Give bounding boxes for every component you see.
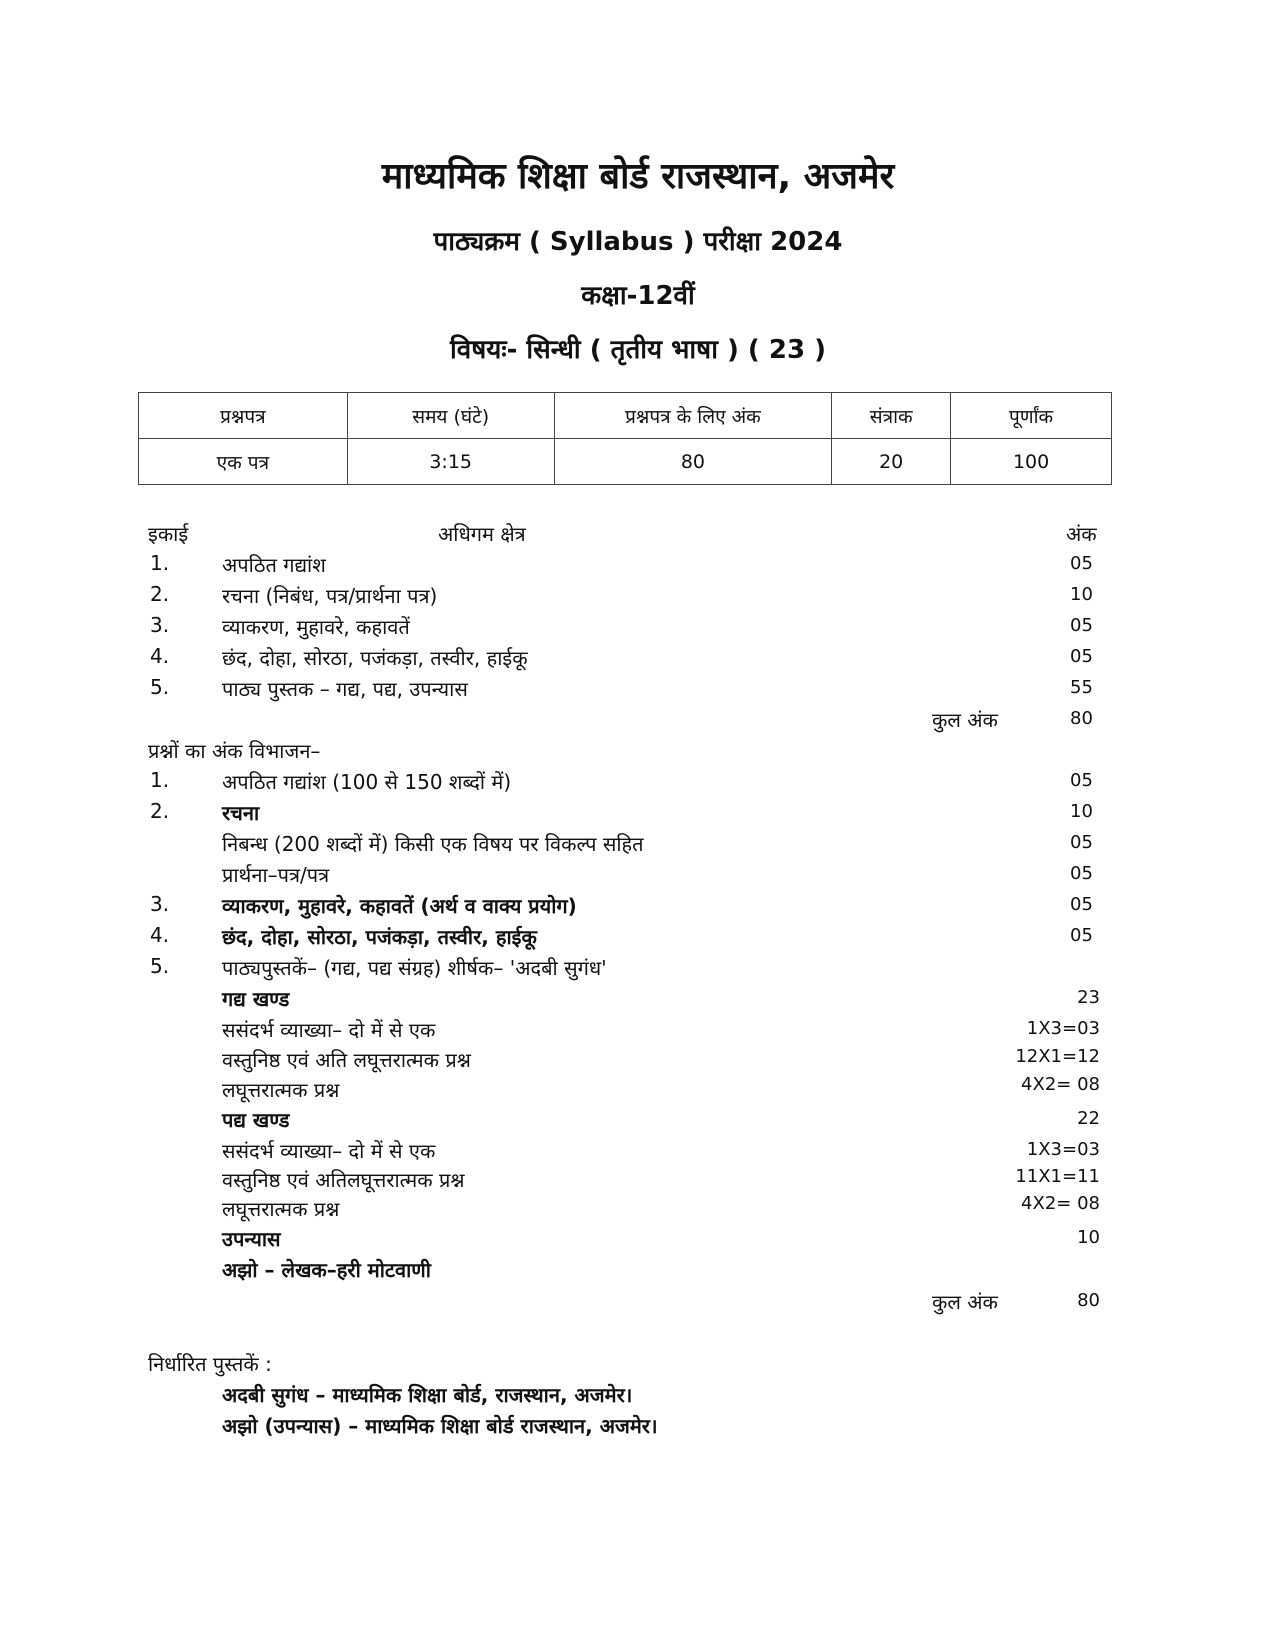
data-cell: 20	[832, 439, 951, 485]
item-text: प्रार्थना–पत्र/पत्र	[222, 863, 330, 887]
unit-text: छंद, दोहा, सोरठा, पजंकड़ा, तस्वीर, हाईकू	[222, 646, 528, 670]
unit-number: 3.	[150, 613, 170, 637]
item-number: 5.	[150, 954, 170, 978]
item-number: 1.	[150, 768, 170, 792]
distribution-total: 80	[1077, 1290, 1100, 1311]
sub-text: अझो – लेखक–हरी मोटवाणी	[222, 1258, 431, 1282]
item-number: 3.	[150, 892, 170, 916]
item-text: अपठित गद्यांश (100 से 150 शब्दों में)	[222, 770, 512, 794]
books-heading: निर्धारित पुस्तकें :	[148, 1352, 272, 1376]
sub-marks: 11X1=11	[1015, 1166, 1100, 1187]
header-cell: पूर्णांक	[951, 393, 1112, 439]
summary-data-row	[139, 439, 1112, 485]
sub-text: वस्तुनिष्ठ एवं अतिलघूत्तरात्मक प्रश्न	[222, 1168, 465, 1192]
summary-table	[138, 392, 1112, 485]
sub-marks: 23	[1077, 987, 1100, 1008]
sub-marks: 12X1=12	[1015, 1046, 1100, 1067]
units-col-unit: इकाई	[148, 522, 189, 546]
summary-header-row	[139, 393, 1112, 439]
unit-text: व्याकरण, मुहावरे, कहावतें	[222, 615, 410, 639]
item-marks: 05	[1070, 925, 1093, 946]
sub-text: लघूत्तरात्मक प्रश्न	[222, 1197, 340, 1221]
item-text: निबन्ध (200 शब्दों में) किसी एक विषय पर विकल्प सहित	[222, 832, 644, 856]
book-item: अदबी सुगंध – माध्यमिक शिक्षा बोर्ड, राजस्थान, अजमेर।	[222, 1383, 633, 1407]
header-cell: प्रश्नपत्र के लिए अंक	[554, 393, 832, 439]
sub-marks: 1X3=03	[1026, 1018, 1100, 1039]
header-cell: संत्राक	[832, 393, 951, 439]
item-text: छंद, दोहा, सोरठा, पजंकड़ा, तस्वीर, हाईकू	[222, 925, 537, 949]
sub-marks: 4X2= 08	[1021, 1074, 1100, 1095]
header-cell: समय (घंटे)	[347, 393, 554, 439]
unit-text: रचना (निबंध, पत्र/प्रार्थना पत्र)	[222, 584, 438, 608]
sub-text: ससंदर्भ व्याख्या– दो में से एक	[222, 1139, 436, 1163]
unit-number: 1.	[150, 551, 170, 575]
item-marks: 05	[1070, 863, 1093, 884]
unit-marks: 05	[1070, 615, 1093, 636]
class-heading: कक्षा-12वीं	[581, 281, 695, 311]
units-total: 80	[1070, 708, 1093, 729]
book-item: अझो (उपन्यास) – माध्यमिक शिक्षा बोर्ड राजस्थान, अजमेर।	[222, 1414, 658, 1438]
sub-marks: 1X3=03	[1026, 1139, 1100, 1160]
item-number: 4.	[150, 923, 170, 947]
distribution-heading: प्रश्नों का अंक विभाजन–	[148, 739, 321, 763]
sub-marks: 10	[1077, 1227, 1100, 1248]
data-cell: 100	[951, 439, 1112, 485]
item-marks: 05	[1070, 770, 1093, 791]
syllabus-heading: पाठ्यक्रम ( Syllabus ) परीक्षा 2024	[433, 227, 843, 257]
page-title: माध्यमिक शिक्षा बोर्ड राजस्थान, अजमेर	[381, 156, 895, 197]
sub-text: लघूत्तरात्मक प्रश्न	[222, 1078, 340, 1102]
unit-number: 2.	[150, 582, 170, 606]
unit-text: पाठ्य पुस्तक – गद्य, पद्य, उपन्यास	[222, 677, 468, 701]
sub-text: पद्य खण्ड	[222, 1108, 290, 1132]
data-cell: 3:15	[347, 439, 554, 485]
sub-text: वस्तुनिष्ठ एवं अति लघूत्तरात्मक प्रश्न	[222, 1048, 471, 1072]
units-total-label: कुल अंक	[932, 708, 998, 732]
sub-text: ससंदर्भ व्याख्या– दो में से एक	[222, 1018, 436, 1042]
sub-marks: 4X2= 08	[1021, 1193, 1100, 1214]
sub-text: उपन्यास	[222, 1227, 281, 1251]
units-col-area: अधिगम क्षेत्र	[438, 522, 526, 546]
item-marks: 05	[1070, 832, 1093, 853]
sub-text: गद्य खण्ड	[222, 987, 290, 1011]
distribution-total-label: कुल अंक	[932, 1290, 998, 1314]
item-marks: 10	[1070, 801, 1093, 822]
unit-text: अपठित गद्यांश	[222, 553, 326, 577]
item-number: 2.	[150, 799, 170, 823]
subject-heading: विषयः- सिन्धी ( तृतीय भाषा ) ( 23 )	[450, 335, 826, 365]
item-text: व्याकरण, मुहावरे, कहावतें (अर्थ व वाक्य प्रयोग)	[222, 894, 577, 918]
item-marks: 05	[1070, 894, 1093, 915]
sub-marks: 22	[1077, 1108, 1100, 1129]
unit-number: 4.	[150, 644, 170, 668]
data-cell: 80	[554, 439, 832, 485]
units-col-marks: अंक	[1066, 522, 1097, 546]
item-text: रचना	[222, 801, 260, 825]
unit-marks: 05	[1070, 646, 1093, 667]
data-cell: एक पत्र	[139, 439, 348, 485]
unit-number: 5.	[150, 675, 170, 699]
unit-marks: 05	[1070, 553, 1093, 574]
header-cell: प्रश्नपत्र	[139, 393, 348, 439]
unit-marks: 10	[1070, 584, 1093, 605]
unit-marks: 55	[1070, 677, 1093, 698]
item-text: पाठ्यपुस्तकें– (गद्य, पद्य संग्रह) शीर्षक– 'अदबी सुगंध'	[222, 956, 607, 980]
